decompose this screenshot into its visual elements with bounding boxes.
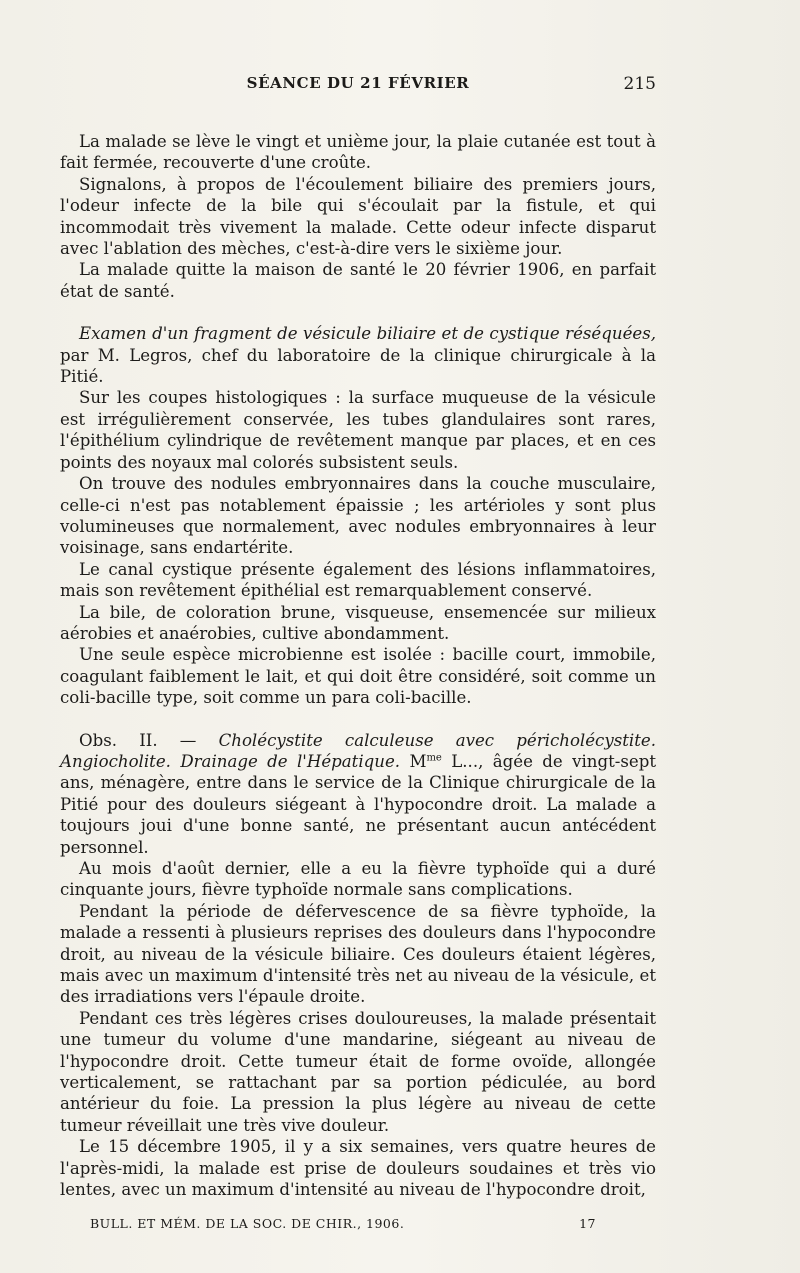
running-title: SÉANCE DU 21 FÉVRIER bbox=[246, 74, 470, 92]
paragraph-text: Le 15 décembre 1905, il y a six semaines, vers quatre heures de l'après-midi, la malade est prise de douleurs soudaines et très vio lentes, avec un maximum d'intensité au niveau de l'hypocondre droit, bbox=[60, 1137, 656, 1200]
section-byline: par M. Legros, chef du laboratoire de la clinique chirurgicale à la Pitié. bbox=[60, 345, 656, 387]
paragraph-text: La bile, de coloration brune, visqueuse, ensemencée sur milieux aérobies et anaérobies, cultive abondamment. bbox=[60, 602, 656, 643]
paragraph bbox=[60, 131, 656, 174]
paragraph bbox=[60, 858, 656, 901]
running-head bbox=[60, 74, 656, 102]
paragraph-text: Au mois d'août dernier, elle a eu la fièvre typhoïde qui a duré cinquante jours, fièvre typhoïde normale sans complications. bbox=[60, 859, 656, 900]
page-number: 215 bbox=[623, 74, 656, 94]
paragraph-text: La malade se lève le vingt et unième jour, la plaie cutanée est tout à fait fermée, recouverte d'une croûte. bbox=[60, 132, 656, 173]
obs-text: L..., âgée de vingt-sept ans, ménagère, entre dans le service de la Clinique chirurgicale de la Pitié pour des douleurs siégeant à l'hypocondre droit. La malade a toujours joui d'une bonne santé, ne présentant aucun antécédent personnel. bbox=[60, 751, 657, 857]
paragraph-text: La malade quitte la maison de santé le 20 février 1906, en parfait état de santé. bbox=[60, 260, 656, 301]
footer-signature: 17 bbox=[579, 1216, 596, 1231]
paragraph bbox=[60, 559, 656, 602]
footer-journal: BULL. ET MÉM. DE LA SOC. DE CHIR., 1906. bbox=[90, 1216, 405, 1231]
paragraph-text: Pendant la période de défervescence de sa fièvre typhoïde, la malade a ressenti à plusieurs reprises des douleurs dans l'hypocondre droit, au niveau de la vésicule biliaire. Ces douleurs étaient légères, mais avec un maximum d'intensité très net au niveau de la vésicule, et des irradiations vers l'épaule droite. bbox=[60, 901, 656, 1007]
observation-heading bbox=[60, 730, 656, 858]
paragraph-text: Le canal cystique présente également des lésions inflammatoires, mais son revêtement épithélial est remarquablement conservé. bbox=[60, 559, 656, 601]
section-title: Examen d'un fragment de vésicule biliaire et de cystique réséquées, bbox=[79, 324, 656, 344]
paragraph bbox=[60, 174, 656, 260]
obs-title: Cholécystite calculeuse avec péricholécystite. Angiocholite. Drainage de l'Hépatique. bbox=[60, 730, 656, 771]
paragraph bbox=[60, 387, 656, 473]
paragraph bbox=[60, 259, 656, 302]
article-body bbox=[60, 131, 656, 1201]
obs-mme-sup: me bbox=[426, 752, 442, 764]
paragraph bbox=[60, 901, 656, 1008]
paragraph bbox=[60, 602, 656, 645]
paragraph-text: Sur les coupes histologiques : la surface muqueuse de la vésicule est irrégulièrement conservée, les tubes glandulaires sont rares, l'épithélium cylindrique de revêtement manque par places, et en ces points des noyaux mal colorés subsistent seuls. bbox=[60, 388, 656, 472]
obs-label: Obs. II. — bbox=[79, 730, 219, 750]
paragraph bbox=[60, 1008, 656, 1136]
paragraph-text: Signalons, à propos de l'écoulement biliaire des premiers jours, l'odeur infecte de la bile qui s'écoulait par la fistule, et qui incommodait très vivement la malade. Cette odeur infecte disparut avec l'ablation des mèches, c'est-à-dire vers le sixième jour. bbox=[60, 174, 656, 259]
obs-mme: M bbox=[400, 751, 427, 771]
paragraph-text: On trouve des nodules embryonnaires dans la couche musculaire, celle-ci n'est pas notablement épaissie ; les artérioles y sont plus volumineuses que normalement, avec nodules embryonnaires à leur voisinage, sans endartérite. bbox=[60, 474, 656, 558]
paragraph bbox=[60, 1136, 656, 1200]
paragraph bbox=[60, 473, 656, 559]
paragraph bbox=[60, 644, 656, 708]
page-footer bbox=[90, 1216, 596, 1236]
paragraph-text: Pendant ces très légères crises douloureuses, la malade présentait une tumeur du volume d'une mandarine, siégeant au niveau de l'hypocondre droit. Cette tumeur était de forme ovoïde, allongée verticalement, se rattachant par sa portion pédiculée, au bord antérieur du foie. La pression la plus légère au niveau de cette tumeur réveillait une très vive douleur. bbox=[60, 1008, 656, 1135]
paragraph-text: Une seule espèce microbienne est isolée : bacille court, immobile, coagulant faiblement le lait, et qui doit être considéré, soit comme un coli-bacille type, soit comme un para coli-bacille. bbox=[60, 645, 656, 708]
section-examen bbox=[60, 323, 656, 387]
